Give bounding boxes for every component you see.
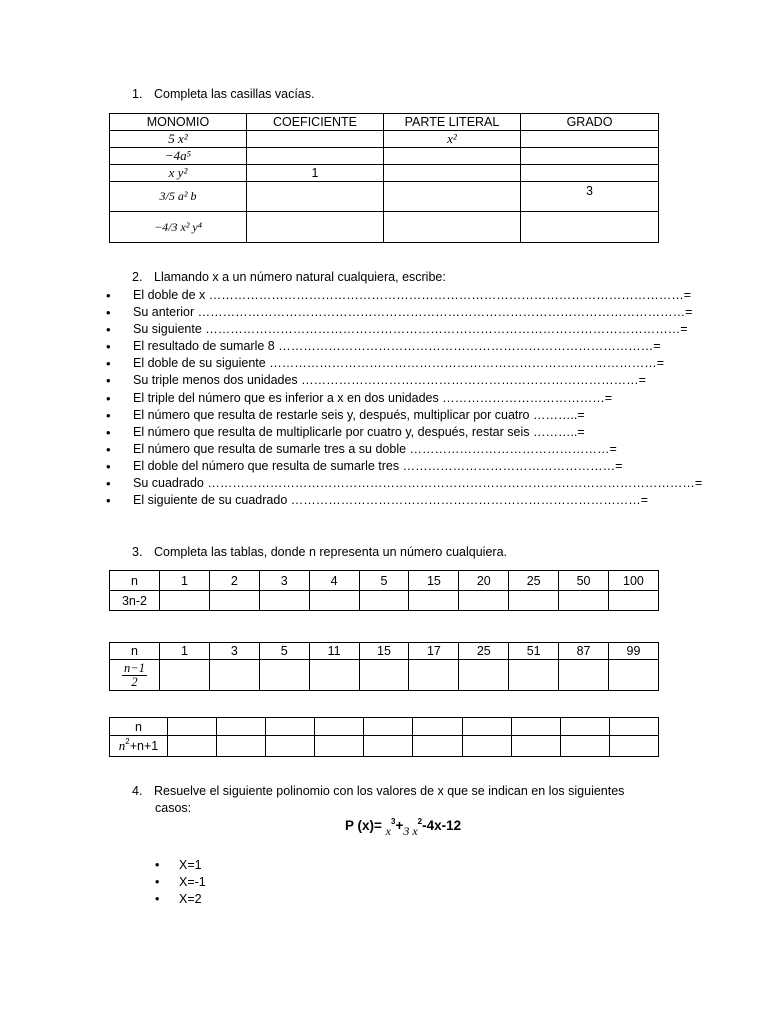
table-row <box>110 182 659 212</box>
table-fraction <box>109 642 659 691</box>
monomio-cell: x y² <box>110 165 247 182</box>
answer-cell[interactable] <box>509 660 559 691</box>
list-item: • El doble de su siguiente …………………………………………………………………………………= <box>106 355 702 372</box>
answer-cell[interactable] <box>359 660 409 691</box>
n-value: 11 <box>309 643 359 660</box>
table-row <box>110 718 659 736</box>
table-row <box>110 660 659 691</box>
answer-cell[interactable] <box>160 591 210 611</box>
table-row <box>110 131 659 148</box>
coeficiente-cell[interactable] <box>247 148 384 165</box>
n-value[interactable] <box>413 718 462 736</box>
grado-cell[interactable] <box>521 165 659 182</box>
row-label: 3n-2 <box>110 591 160 611</box>
coeficiente-cell[interactable]: 1 <box>247 165 384 182</box>
n-value: 51 <box>509 643 559 660</box>
row-label <box>110 660 160 691</box>
answer-cell[interactable] <box>259 660 309 691</box>
n-value[interactable] <box>168 718 217 736</box>
grado-cell[interactable] <box>521 148 659 165</box>
table-3n-2 <box>109 570 659 611</box>
n-value[interactable] <box>266 718 315 736</box>
grado-cell[interactable] <box>521 212 659 243</box>
table-row <box>110 571 659 591</box>
n-value[interactable] <box>560 718 609 736</box>
table-row <box>110 165 659 182</box>
list-item: • Su siguiente ……………………………………………………………………………………………………= <box>106 321 702 338</box>
answer-cell[interactable] <box>609 660 659 691</box>
table-row <box>110 591 659 611</box>
header-n: n <box>110 643 160 660</box>
n-value[interactable] <box>462 718 511 736</box>
n-value: 20 <box>459 571 509 591</box>
table-row <box>110 148 659 165</box>
n-value: 1 <box>160 571 210 591</box>
n-value: 4 <box>309 571 359 591</box>
header-n: n <box>110 718 168 736</box>
parte-literal-cell[interactable]: x² <box>384 131 521 148</box>
grado-cell[interactable] <box>521 131 659 148</box>
answer-cell[interactable] <box>459 591 509 611</box>
list-item: • El triple del número que es inferior a x en dos unidades …………………………………= <box>106 390 702 407</box>
answer-cell[interactable] <box>309 660 359 691</box>
n-value: 5 <box>259 643 309 660</box>
n-value[interactable] <box>609 718 658 736</box>
n-value: 3 <box>209 643 259 660</box>
n-value: 50 <box>559 571 609 591</box>
answer-cell[interactable] <box>160 660 210 691</box>
q2-title: 2. Llamando x a un número natural cualquiera, escribe: <box>132 270 446 284</box>
q1-title: 1. Completa las casillas vacías. <box>132 87 315 101</box>
answer-cell[interactable] <box>409 591 459 611</box>
list-item: • El doble de x ……………………………………………………………………………………………………= <box>106 287 702 304</box>
parte-literal-cell[interactable] <box>384 165 521 182</box>
expressions-list <box>106 287 702 509</box>
answer-cell[interactable] <box>359 591 409 611</box>
q4-title-continued: casos: <box>155 801 192 815</box>
grado-cell[interactable]: 3 <box>521 182 659 212</box>
q4-title: 4. Resuelve el siguiente polinomio con los valores de x que se indican en los siguientes <box>132 784 625 798</box>
coeficiente-cell[interactable] <box>247 131 384 148</box>
n-value: 1 <box>160 643 210 660</box>
monomio-cell: −4a⁵ <box>110 148 247 165</box>
n-value: 17 <box>409 643 459 660</box>
header-grado: GRADO <box>521 114 659 131</box>
table-row <box>110 643 659 660</box>
answer-cell[interactable] <box>560 736 609 757</box>
list-item: • El siguiente de su cuadrado …………………………………………………………………………= <box>106 492 702 509</box>
answer-cell[interactable] <box>511 736 560 757</box>
answer-cell[interactable] <box>209 660 259 691</box>
fraction-label: $\frac{n-1}{2}$ <box>124 660 145 689</box>
parte-literal-cell[interactable] <box>384 182 521 212</box>
n-value: 25 <box>459 643 509 660</box>
answer-cell[interactable] <box>168 736 217 757</box>
n-value: 15 <box>409 571 459 591</box>
n-value: 15 <box>359 643 409 660</box>
list-item: • El número que resulta de multiplicarle por cuatro y, después, restar seis ………..= <box>106 424 702 441</box>
answer-cell[interactable] <box>266 736 315 757</box>
q3-title: 3. Completa las tablas, donde n representa un número cualquiera. <box>132 545 507 559</box>
header-monomio: MONOMIO <box>110 114 247 131</box>
list-item: • El doble del número que resulta de sumarle tres ……………………………………………= <box>106 458 702 475</box>
n-value[interactable] <box>217 718 266 736</box>
n-value: 99 <box>609 643 659 660</box>
answer-cell[interactable] <box>217 736 266 757</box>
answer-cell[interactable] <box>259 591 309 611</box>
n-value: 5 <box>359 571 409 591</box>
n-value[interactable] <box>315 718 364 736</box>
answer-cell[interactable] <box>459 660 509 691</box>
list-item: • Su triple menos dos unidades ………………………………………………………………………= <box>106 372 702 389</box>
n-value: 87 <box>559 643 609 660</box>
row-label: $n^2+n+1$ <box>110 736 168 757</box>
monomio-cell: 3/5 a² b <box>110 182 247 212</box>
polynomial: P $(x)= x^3+3$ $x^2-4x-12$ <box>345 817 462 838</box>
answer-cell[interactable] <box>315 736 364 757</box>
monomio-cell: −4/3 x² y⁴ <box>110 212 247 243</box>
header-n: n <box>110 571 160 591</box>
header-parte-literal: PARTE LITERAL <box>384 114 521 131</box>
answer-cell[interactable] <box>559 591 609 611</box>
table-square <box>109 717 659 757</box>
answer-cell[interactable] <box>509 591 559 611</box>
n-value: 2 <box>209 571 259 591</box>
answer-cell[interactable] <box>364 736 413 757</box>
list-item: • El número que resulta de restarle seis y, después, multiplicar por cuatro ………..= <box>106 407 702 424</box>
list-item: • El número que resulta de sumarle tres a su doble …………………………………………= <box>106 441 702 458</box>
table-row <box>110 736 659 757</box>
answer-cell[interactable] <box>559 660 609 691</box>
list-item: • X=1 <box>155 857 206 874</box>
answer-cell[interactable] <box>609 736 658 757</box>
answer-cell[interactable] <box>309 591 359 611</box>
answer-cell[interactable] <box>609 591 659 611</box>
parte-literal-cell[interactable] <box>384 212 521 243</box>
table-row <box>110 212 659 243</box>
list-item: • X=2 <box>155 891 206 908</box>
monomial-table <box>109 113 659 243</box>
n-value[interactable] <box>511 718 560 736</box>
list-item: • Su cuadrado ………………………………………………………………………………………………………= <box>106 475 702 492</box>
cases-list <box>155 857 206 908</box>
n-value: 3 <box>259 571 309 591</box>
list-item: • X=-1 <box>155 874 206 891</box>
answer-cell[interactable] <box>209 591 259 611</box>
answer-cell[interactable] <box>409 660 459 691</box>
coeficiente-cell[interactable] <box>247 212 384 243</box>
n-value: 100 <box>609 571 659 591</box>
list-item: • El resultado de sumarle 8 ………………………………………………………………………………= <box>106 338 702 355</box>
list-item: • Su anterior ………………………………………………………………………………………………………= <box>106 304 702 321</box>
parte-literal-cell[interactable] <box>384 148 521 165</box>
header-coeficiente: COEFICIENTE <box>247 114 384 131</box>
n-value[interactable] <box>364 718 413 736</box>
coeficiente-cell[interactable] <box>247 182 384 212</box>
n-value: 25 <box>509 571 559 591</box>
answer-cell[interactable] <box>413 736 462 757</box>
answer-cell[interactable] <box>462 736 511 757</box>
monomio-cell: 5 x² <box>110 131 247 148</box>
